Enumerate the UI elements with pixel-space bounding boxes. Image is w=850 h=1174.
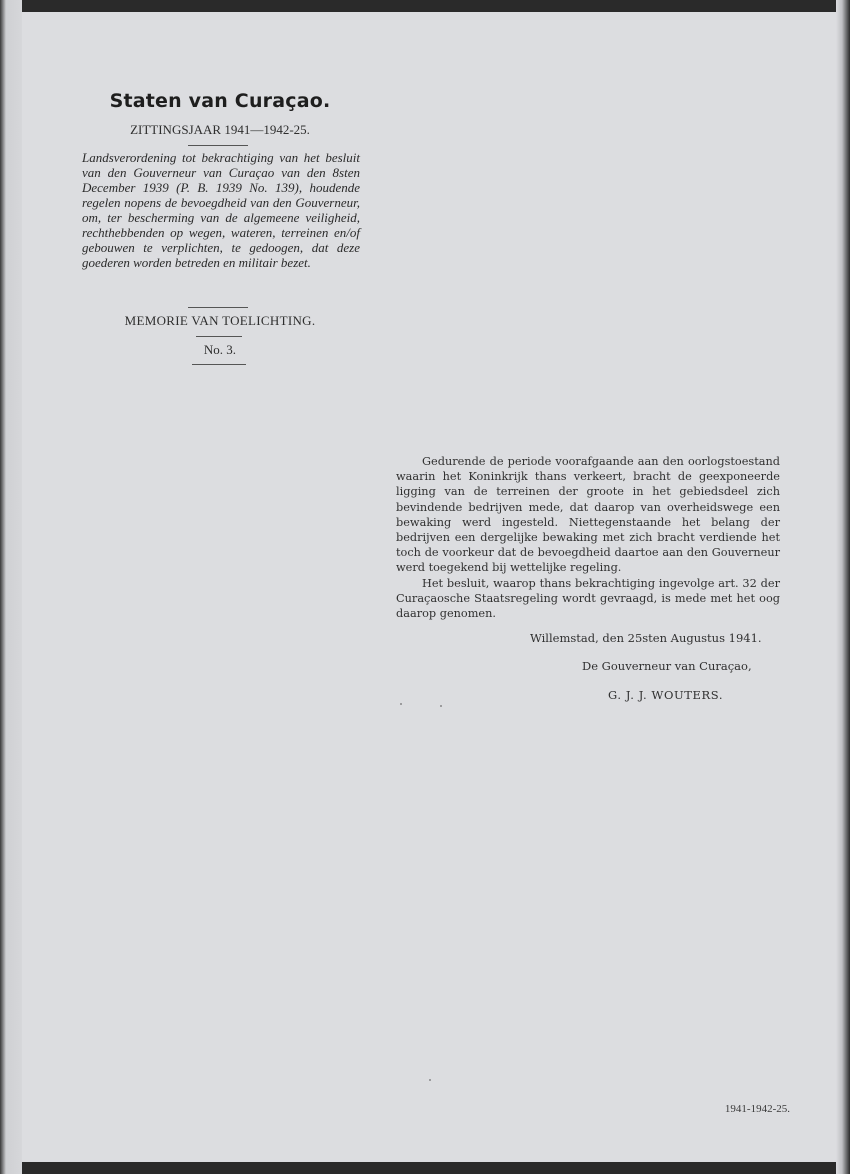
document-title: Staten van Curaçao. xyxy=(109,90,331,112)
document-code: 1941-1942-25. xyxy=(724,1103,790,1115)
divider xyxy=(196,336,242,337)
page-edge-right xyxy=(836,0,850,1174)
place-date: Willemstad, den 25sten Augustus 1941. xyxy=(530,631,762,645)
decree-text: Landsverordening tot bekrachtiging van het besluit van den Gouverneur van Curaçao van den 8sten December 1939 (P. B. 1939 No. 139), houdende regelen nopens de bevoegdheid van den Gouverneur, om, ter bescherming van de algemeene veiligheid, rechthebbenden op wegen, wateren, terreinen en/of gebouwen te verplichten, te gedoogen, dat deze goederen worden betreden en militair bezet. xyxy=(82,150,360,270)
page-edge-left xyxy=(0,0,22,1174)
divider xyxy=(188,307,248,308)
session-year: ZITTINGSJAAR 1941—1942-25. xyxy=(130,122,310,137)
divider xyxy=(192,364,246,365)
memorie-number: No. 3. xyxy=(203,342,237,357)
memorie-heading: MEMORIE VAN TOELICHTING. xyxy=(124,313,316,328)
signatory-name: G. J. J. WOUTERS. xyxy=(608,688,724,702)
paragraph: Het besluit, waarop thans bekrachtiging ingevolge art. 32 der Curaçaosche Staatsregeling wordt gevraagd, is mede met het oog daarop genomen. xyxy=(396,576,780,621)
divider xyxy=(188,145,248,146)
paper-speck xyxy=(440,705,442,707)
decree-description xyxy=(82,150,360,270)
paragraph: Gedurende de periode voorafgaande aan den oorlogstoestand waarin het Koninkrijk thans verkeert, bracht de geexponeerde ligging van de terreinen der groote in het gebiedsdeel zich bevindende bedrijven mede, dat daarop van overheidswege een bewaking werd ingesteld. Niettegenstaande het belang der bedrijven een dergelijke bewaking met zich bracht verdiende het toch de voorkeur dat de bevoegdheid daartoe aan den Gouverneur werd toegekend bij wettelijke regeling. xyxy=(396,455,780,575)
explanation-body xyxy=(396,454,780,621)
paper-speck xyxy=(429,1079,431,1081)
signatory-role: De Gouverneur van Curaçao, xyxy=(582,659,752,673)
paper-speck xyxy=(400,703,402,705)
